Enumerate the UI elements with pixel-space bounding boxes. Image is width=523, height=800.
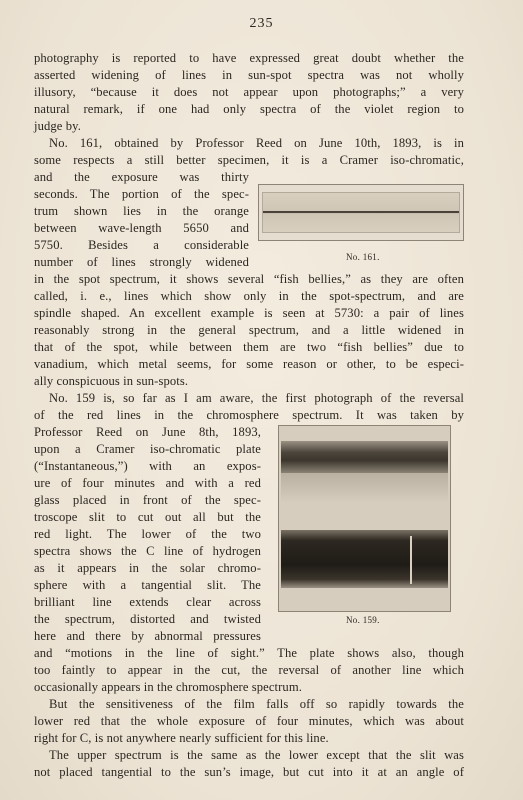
text-line: here and there by abnormal pressures (34, 629, 261, 643)
text-line: ure of four minutes and with a red (34, 476, 261, 490)
text-line: in the spot spectrum, it shows several “fish bellies,” as they are often (34, 272, 464, 286)
text-line: 5750. Besides a considerable (34, 238, 249, 252)
text-line: too faintly to appear in the cut, the reversal of another line which (34, 663, 464, 677)
text-line: No. 159 is, so far as I am aware, the first photograph of the reversal (49, 391, 464, 405)
text-line: photography is reported to have expressed great doubt whether the (34, 51, 464, 65)
text-line: and “motions in the line of sight.” The plate shows also, though (34, 646, 464, 660)
text-line: upon a Cramer iso-chromatic plate (34, 442, 261, 456)
text-line: occasionally appears in the chromosphere spectrum. (34, 680, 302, 694)
text-line: Professor Reed on June 8th, 1893, (34, 425, 261, 439)
spectrum-figure-161 (258, 184, 464, 241)
text-line: The upper spectrum is the same as the lower except that the slit was (49, 748, 464, 762)
text-line: vanadium, which metal seems, for some reason or other, to be especi- (34, 357, 464, 371)
text-line: asserted widening of lines in sun-spot spectra was not wholly (34, 68, 464, 82)
text-line: No. 161, obtained by Professor Reed on June 10th, 1893, is in (49, 136, 464, 150)
figure-caption-159: No. 159. (346, 615, 380, 625)
text-line: as it appears in the solar chromo- (34, 561, 261, 575)
spectrum-line (263, 211, 459, 213)
text-line: that of the spot, while between them are two “fish bellies” due to (34, 340, 464, 354)
lower-spectrum (281, 530, 448, 588)
text-line: seconds. The portion of the spec- (34, 187, 249, 201)
page-number: 235 (249, 16, 274, 31)
text-line: glass placed in front of the spec- (34, 493, 261, 507)
text-line: of the red lines in the chromosphere spectrum. It was taken by (34, 408, 464, 422)
text-line: called, i. e., lines which show only in the spot-spectrum, and are (34, 289, 464, 303)
text-line: number of lines strongly widened (34, 255, 249, 269)
text-line: sphere with a tangential slit. The (34, 578, 261, 592)
spectrum-figure-159 (278, 425, 451, 612)
text-line: between wave-length 5650 and (34, 221, 249, 235)
text-line: illusory, “because it does not appear upon photographs;” a very (34, 85, 464, 99)
text-line: and the exposure was thirty (34, 170, 249, 184)
text-line: But the sensitiveness of the film falls off so rapidly towards the (49, 697, 464, 711)
text-line: lower red that the whole exposure of four minutes, which was about (34, 714, 464, 728)
text-line: brilliant line extends clear across (34, 595, 261, 609)
c-line (410, 536, 412, 584)
text-line: ally conspicuous in sun-spots. (34, 374, 189, 388)
upper-spectrum (281, 441, 448, 473)
text-line: the spectrum, distorted and twisted (34, 612, 261, 626)
text-line: trum shown lies in the orange (34, 204, 249, 218)
text-line: spectra shows the C line of hydrogen (34, 544, 261, 558)
text-line: not placed tangential to the sun’s image, but cut into it at an angle of (34, 765, 464, 779)
text-line: spindle shaped. An excellent example is seen at 5730: a pair of lines (34, 306, 464, 320)
text-line: (“Instantaneous,”) with an expos- (34, 459, 261, 473)
text-line: red light. The lower of the two (34, 527, 261, 541)
text-line: some respects a still better specimen, it is a Cramer iso-chromatic, (34, 153, 464, 167)
text-line: natural remark, if one had only spectra of the violet region to (34, 102, 464, 116)
text-line: reasonably strong in the general spectrum, and a little widened in (34, 323, 464, 337)
text-line: right for C, is not anywhere nearly sufficient for this line. (34, 731, 329, 745)
text-line: troscope slit to cut out all but the (34, 510, 261, 524)
upper-spectrum-fade (281, 473, 448, 503)
figure-caption-161: No. 161. (346, 252, 380, 262)
text-line: judge by. (34, 119, 81, 133)
